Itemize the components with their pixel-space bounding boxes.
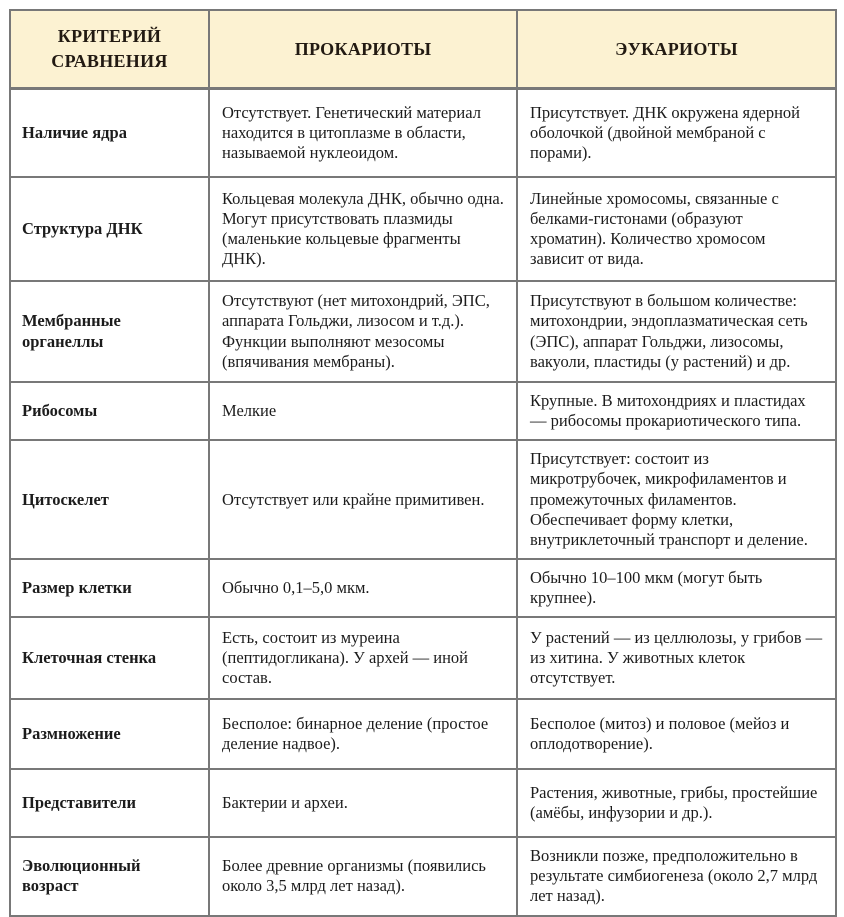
table-row xyxy=(10,699,836,769)
table-row xyxy=(10,440,836,559)
eukaryotes-cell: Растения, животные, грибы, простейшие (амёбы, инфузории и др.). xyxy=(517,769,836,837)
prokaryotes-cell: Более древние организмы (появились около 3,5 млрд лет назад). xyxy=(209,837,517,915)
eukaryotes-cell: Присутствует. ДНК окружена ядерной оболочкой (двойной мембраной с порами). xyxy=(517,88,836,177)
table-row xyxy=(10,88,836,177)
table-body xyxy=(10,88,836,916)
eukaryotes-cell: Присутствует: состоит из микротрубочек, микрофиламентов и промежуточных филаментов. Обеспечивает форму клетки, внутриклеточный транспорт и деление. xyxy=(517,440,836,559)
comparison-table xyxy=(9,9,837,917)
prokaryotes-cell: Бесполое: бинарное деление (простое деление надвое). xyxy=(209,699,517,769)
criterion-cell: Рибосомы xyxy=(10,382,209,440)
criterion-cell: Мембранные органеллы xyxy=(10,281,209,382)
column-header-eukaryotes: ЭУКАРИОТЫ xyxy=(517,10,836,88)
table-row xyxy=(10,617,836,699)
prokaryotes-cell: Отсутствует. Генетический материал находится в цитоплазме в области, называемой нуклеоидом. xyxy=(209,88,517,177)
prokaryotes-cell: Обычно 0,1–5,0 мкм. xyxy=(209,559,517,617)
header-row xyxy=(10,10,836,88)
criterion-cell: Представители xyxy=(10,769,209,837)
column-header-criterion: КРИТЕРИЙ СРАВНЕНИЯ xyxy=(10,10,209,88)
prokaryotes-cell: Отсутствуют (нет митохондрий, ЭПС, аппарата Гольджи, лизосом и т.д.). Функции выполняют мезосомы (впячивания мембраны). xyxy=(209,281,517,382)
prokaryotes-cell: Бактерии и археи. xyxy=(209,769,517,837)
criterion-cell: Цитоскелет xyxy=(10,440,209,559)
table-row xyxy=(10,769,836,837)
criterion-cell: Наличие ядра xyxy=(10,88,209,177)
criterion-cell: Размер клетки xyxy=(10,559,209,617)
eukaryotes-cell: У растений — из целлюлозы, у грибов — из хитина. У животных клеток отсутствует. xyxy=(517,617,836,699)
table-row xyxy=(10,382,836,440)
prokaryotes-cell: Отсутствует или крайне примитивен. xyxy=(209,440,517,559)
column-header-prokaryotes: ПРОКАРИОТЫ xyxy=(209,10,517,88)
eukaryotes-cell: Крупные. В митохондриях и пластидах — рибосомы прокариотического типа. xyxy=(517,382,836,440)
prokaryotes-cell: Кольцевая молекула ДНК, обычно одна. Могут присутствовать плазмиды (маленькие кольцевые фрагменты ДНК). xyxy=(209,177,517,281)
criterion-cell: Структура ДНК xyxy=(10,177,209,281)
criterion-cell: Размножение xyxy=(10,699,209,769)
table-row xyxy=(10,559,836,617)
eukaryotes-cell: Обычно 10–100 мкм (могут быть крупнее). xyxy=(517,559,836,617)
criterion-cell: Эволюционный возраст xyxy=(10,837,209,915)
prokaryotes-cell: Есть, состоит из муреина (пептидогликана). У архей — иной состав. xyxy=(209,617,517,699)
eukaryotes-cell: Бесполое (митоз) и половое (мейоз и оплодотворение). xyxy=(517,699,836,769)
table-header xyxy=(10,10,836,88)
eukaryotes-cell: Возникли позже, предположительно в результате симбиогенеза (около 2,7 млрд лет назад). xyxy=(517,837,836,915)
criterion-cell: Клеточная стенка xyxy=(10,617,209,699)
eukaryotes-cell: Присутствуют в большом количестве: митохондрии, эндоплазматическая сеть (ЭПС), аппарат Гольджи, лизосомы, вакуоли, пластиды (у растений) и др. xyxy=(517,281,836,382)
prokaryotes-cell: Мелкие xyxy=(209,382,517,440)
eukaryotes-cell: Линейные хромосомы, связанные с белками-гистонами (образуют хроматин). Количество хромосом зависит от вида. xyxy=(517,177,836,281)
table-row xyxy=(10,837,836,915)
table-row xyxy=(10,177,836,281)
table-row xyxy=(10,281,836,382)
